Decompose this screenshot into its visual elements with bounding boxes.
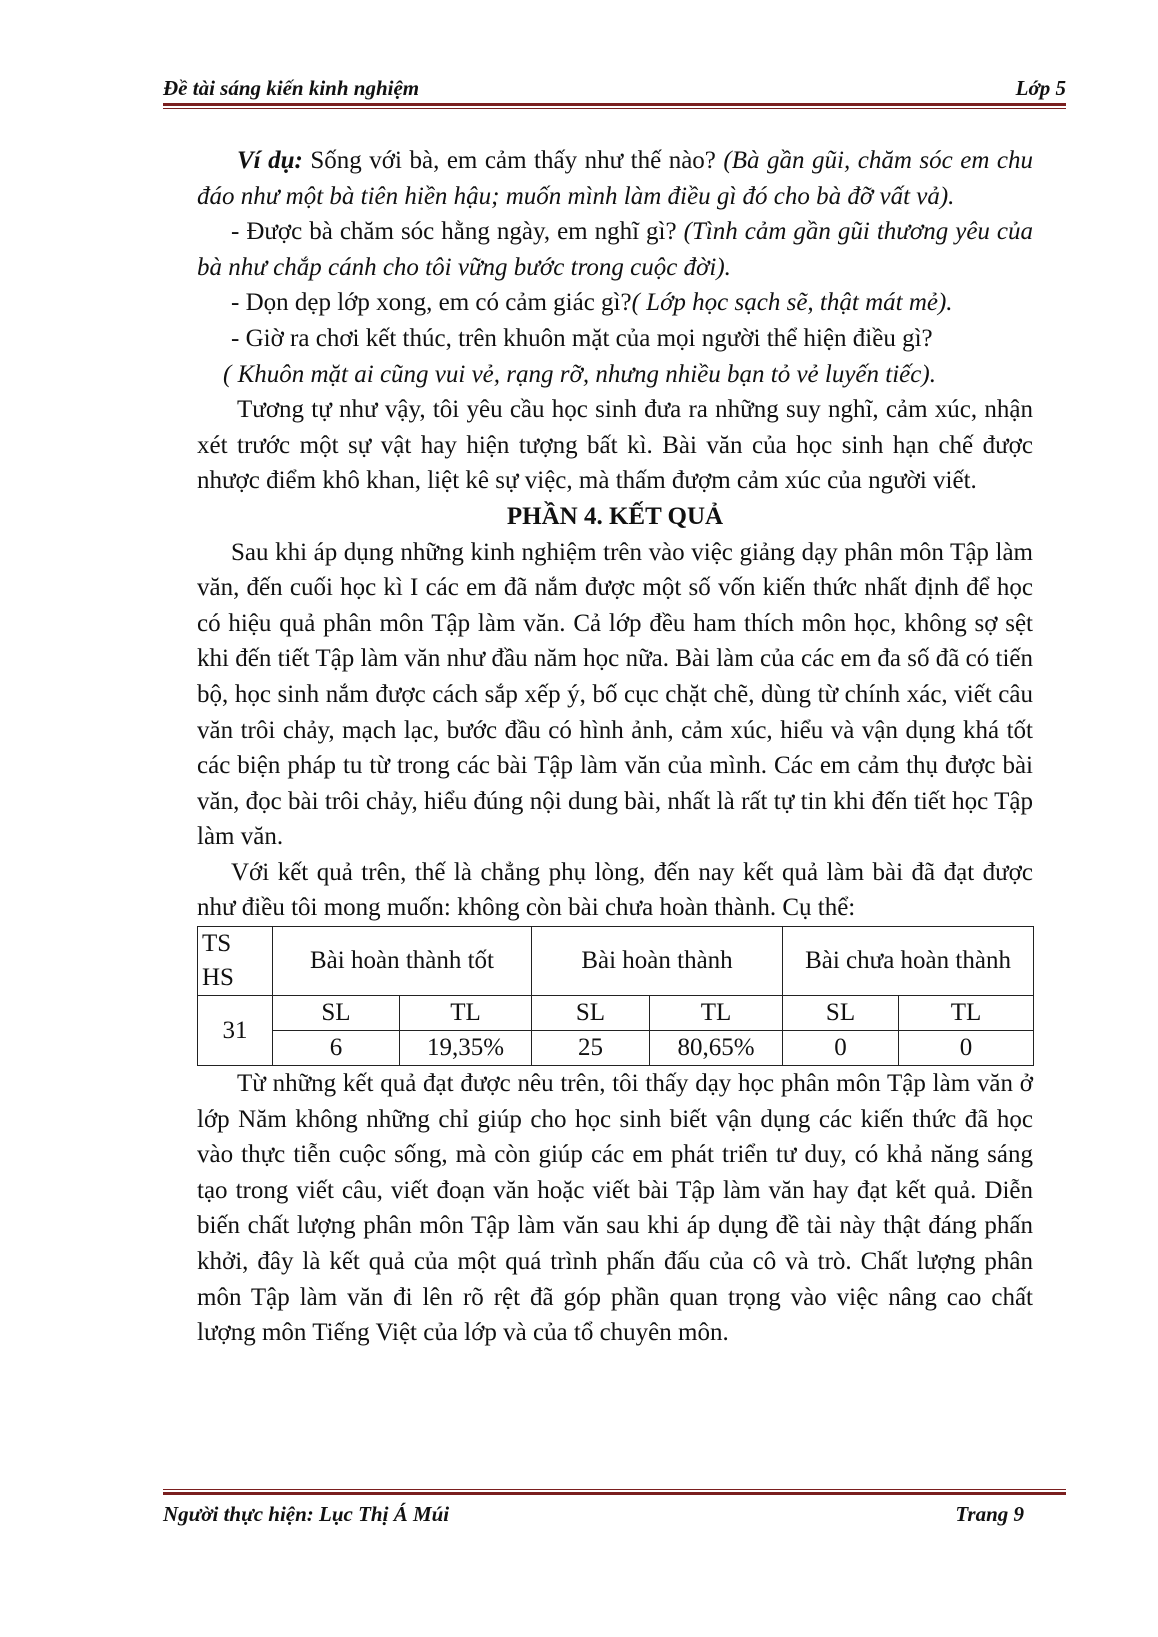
cell-notdone-tl: 0 xyxy=(899,1031,1034,1066)
footer-rule-thick xyxy=(163,1492,1066,1495)
table-row xyxy=(198,996,1034,1031)
cell-notdone-sl: 0 xyxy=(783,1031,899,1066)
header-notdone: Bài chưa hoàn thành xyxy=(783,927,1034,996)
footer-page-number: Trang 9 xyxy=(955,1502,1024,1526)
header-done: Bài hoàn thành xyxy=(532,927,783,996)
paragraph-conclusion: Từ những kết quả đạt được nêu trên, tôi thấy dạy học phân môn Tập làm văn ở lớp Năm không những chỉ giúp cho học sinh biết vận dụng các kiến thức đã học vào thực tiễn cuộc sống, mà còn giúp các em phát triển tư duy, có khả năng sáng tạo trong viết câu, viết đoạn văn hoặc viết bài Tập làm văn hay đạt kết quả. Diễn biến chất lượng phân môn Tập làm văn sau khi áp dụng đề tài này thật đáng phấn khởi, đây là kết quả của một quá trình phấn đấu của cô và trò. Chất lượng phân môn Tập làm văn đi lên rõ rệt đã góp phần quan trọng vào việc nâng cao chất lượng môn Tiếng Việt của lớp và của tổ chuyên môn. xyxy=(197,1070,1033,1347)
cell-total: 31 xyxy=(198,996,273,1066)
question-2: - Được bà chăm sóc hằng ngày, em nghĩ gì? (Tình cảm gần gũi thương yêu của bà như chắp cánh cho tôi vững bước trong cuộc đời). xyxy=(197,218,1034,281)
section-heading: PHẦN 4. KẾT QUẢ xyxy=(506,502,724,530)
paragraph-similar: Tương tự như vậy, tôi yêu cầu học sinh đưa ra những suy nghĩ, cảm xúc, nhận xét trước một sự vật hay hiện tượng bất kì. Bài văn của học sinh hạn chế được nhược điểm khô khan, liệt kê sự việc, mà thấm đượm cảm xúc của người viết. xyxy=(197,396,1033,495)
cell-sl: SL xyxy=(532,996,650,1031)
cell-tl: TL xyxy=(899,996,1034,1031)
example-answer: (Bà gần gũi, chăm sóc em chu đáo như một bà tiên hiền hậu; muốn mình làm điều gì đó cho bà đỡ vất vả). xyxy=(197,147,1034,210)
header-grade: Lớp 5 xyxy=(1015,76,1066,100)
header-title: Đề tài sáng kiến kinh nghiệm xyxy=(163,76,420,100)
question-3: - Dọn dẹp lớp xong, em có cảm giác gì?( Lớp học sạch sẽ, thật mát mẻ). xyxy=(231,289,953,317)
example-paragraph xyxy=(197,143,1033,214)
paragraph-result-1: Sau khi áp dụng những kinh nghiệm trên vào việc giảng dạy phân môn Tập làm văn, đến cuối học kì I các em đã nắm được một số vốn kiến thức nhất định để học có hiệu quả phân môn Tập làm văn. Cả lớp đều ham thích môn học, không sợ sệt khi đến tiết Tập làm văn như đầu năm học nữa. Bài làm của các em đa số đã có tiến bộ, học sinh nắm được cách sắp xếp ý, bố cục chặt chẽ, dùng từ chính xác, viết câu văn trôi chảy, mạch lạc, bước đầu có hình ảnh, cảm xúc, hiểu và vận dụng khá tốt các biện pháp tu từ trong các bài Tập làm văn của mình. Các em cảm thụ được bài văn, đọc bài trôi chảy, hiểu đúng nội dung bài, nhất là rất tự tin khi đến tiết học Tập làm văn. xyxy=(197,538,1033,851)
header-good: Bài hoàn thành tốt xyxy=(273,927,532,996)
document-body xyxy=(197,143,1033,1351)
header-ts-hs: TS HS xyxy=(198,927,273,996)
cell-done-sl: 25 xyxy=(532,1031,650,1066)
cell-sl: SL xyxy=(783,996,899,1031)
footer-rule-thin xyxy=(163,1489,1066,1490)
header-rule-thick xyxy=(163,103,1066,106)
cell-done-tl: 80,65% xyxy=(650,1031,783,1066)
footer-author: Người thực hiện: Lục Thị Á Múi xyxy=(163,1502,450,1526)
table-row xyxy=(198,1031,1034,1066)
header-rule-thin xyxy=(163,108,1066,109)
example-label: Ví dụ: xyxy=(237,147,303,174)
cell-good-tl: 19,35% xyxy=(400,1031,532,1066)
cell-good-sl: 6 xyxy=(273,1031,400,1066)
results-table xyxy=(197,926,1034,1066)
cell-tl: TL xyxy=(650,996,783,1031)
cell-tl: TL xyxy=(400,996,532,1031)
cell-sl: SL xyxy=(273,996,400,1031)
page-footer xyxy=(163,1500,1066,1532)
page-header xyxy=(163,70,1066,102)
example-question: Sống với bà, em cảm thấy như thế nào? xyxy=(302,147,724,174)
answer-4: ( Khuôn mặt ai cũng vui vẻ, rạng rỡ, nhưng nhiều bạn tỏ vẻ luyến tiếc). xyxy=(223,360,936,388)
question-4: - Giờ ra chơi kết thúc, trên khuôn mặt của mọi người thể hiện điều gì? xyxy=(231,324,933,352)
paragraph-result-2: Với kết quả trên, thế là chẳng phụ lòng, đến nay kết quả làm bài đã đạt được như điều tôi mong muốn: không còn bài chưa hoàn thành. Cụ thể: xyxy=(197,858,1033,922)
table-row xyxy=(198,927,1034,996)
